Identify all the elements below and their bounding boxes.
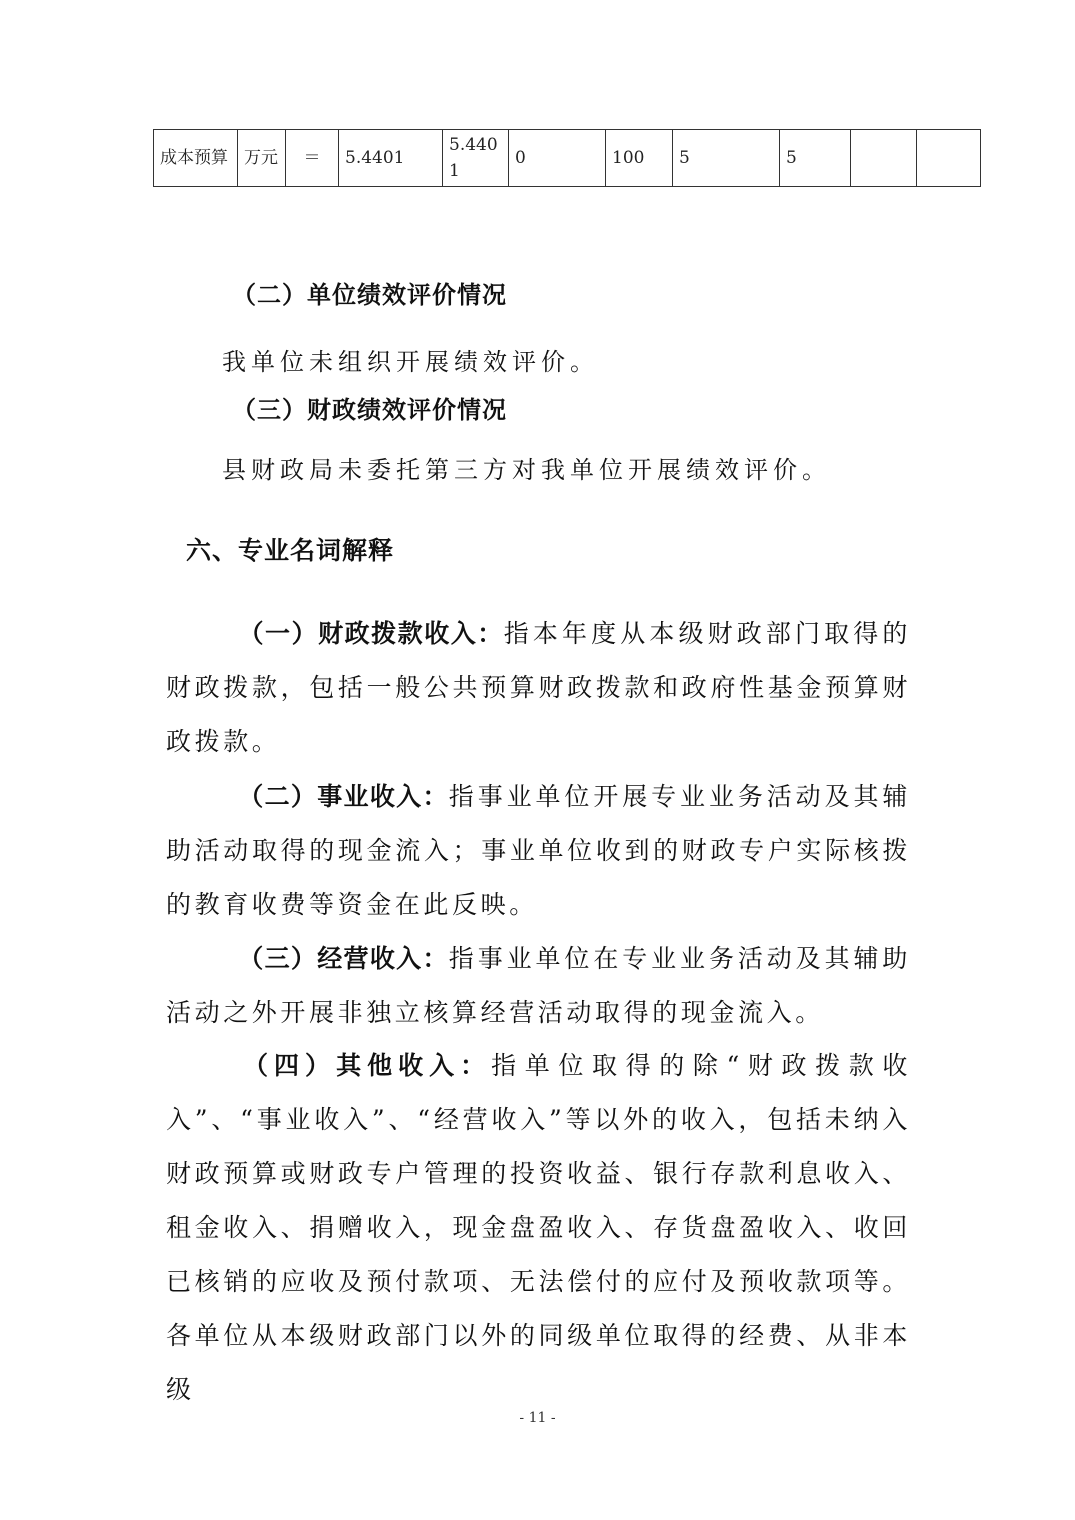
table-cell: 万元 xyxy=(238,130,286,187)
section-text-finance-evaluation: 县财政局未委托第三方对我单位开展绩效评价。 xyxy=(222,456,831,484)
glossary-term: （四）其他收入： xyxy=(238,1051,492,1080)
glossary-item xyxy=(166,607,911,769)
page-number: - 11 - xyxy=(519,1410,556,1426)
table-cell: 5.4401 xyxy=(443,130,509,187)
section-heading-unit-evaluation: （二）单位绩效评价情况 xyxy=(232,281,507,309)
section-text-unit-evaluation: 我单位未组织开展绩效评价。 xyxy=(222,348,599,376)
chapter-heading-glossary: 六、专业名词解释 xyxy=(186,536,395,565)
glossary-term: （一）财政拨款收入： xyxy=(238,619,504,648)
table-cell: 5 xyxy=(673,130,780,187)
table-cell: 5 xyxy=(780,130,851,187)
performance-table xyxy=(153,129,981,187)
glossary-term: （二）事业收入： xyxy=(238,782,449,811)
glossary-item xyxy=(166,1039,911,1417)
table-cell xyxy=(851,130,917,187)
performance-table-fragment xyxy=(153,129,980,187)
glossary-item xyxy=(166,932,911,1040)
glossary-definition: 指事业单位在专业业务活动及其辅助活动之外开展非独立核算经营活动取得的现金流入。 xyxy=(166,944,911,1027)
table-cell: 成本预算 xyxy=(154,130,238,187)
table-cell: 5.4401 xyxy=(339,130,443,187)
glossary-definition: 指事业单位开展专业业务活动及其辅助活动取得的现金流入；事业单位收到的财政专户实际核拨的教育收费等资金在此反映。 xyxy=(166,782,911,919)
table-cell: ＝ xyxy=(286,130,339,187)
glossary-item xyxy=(166,770,911,932)
glossary-definition: 指本年度从本级财政部门取得的财政拨款，包括一般公共预算财政拨款和政府性基金预算财政拨款。 xyxy=(166,619,911,756)
glossary-term: （三）经营收入： xyxy=(238,944,449,973)
table-cell: 0 xyxy=(509,130,606,187)
glossary-definition: 指单位取得的除“财政拨款收入”、“事业收入”、“经营收入”等以外的收入，包括未纳入财政预算或财政专户管理的投资收益、银行存款利息收入、租金收入、捐赠收入，现金盘盈收入、存货盘盈收入、收回已核销的应收及预付款项、无法偿付的应付及预收款项等。各单位从本级财政部门以外的同级单位取得的经费、从非本级 xyxy=(166,1051,911,1404)
table-cell xyxy=(917,130,981,187)
table-row xyxy=(154,130,981,187)
section-heading-finance-evaluation: （三）财政绩效评价情况 xyxy=(232,396,507,424)
table-cell: 100 xyxy=(606,130,673,187)
